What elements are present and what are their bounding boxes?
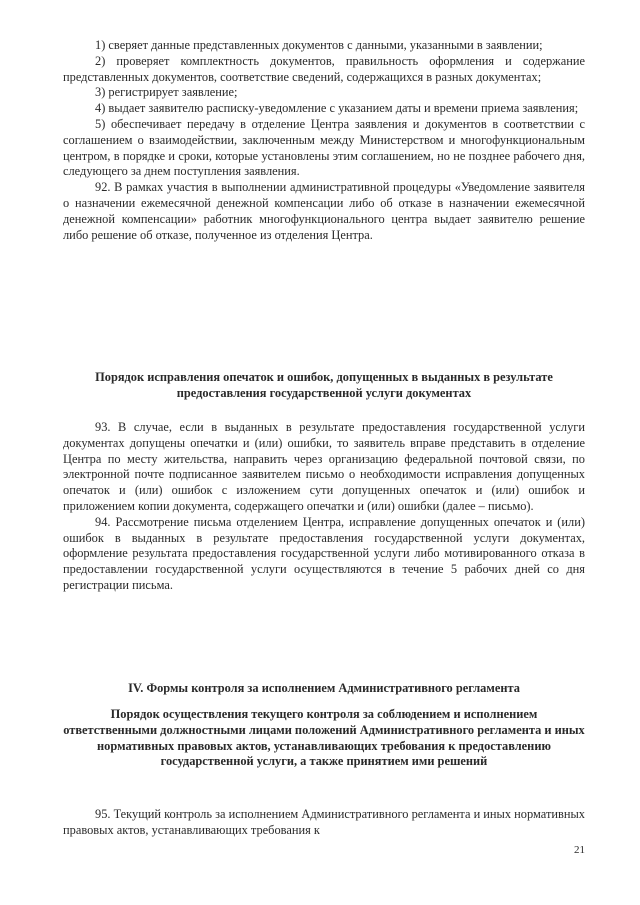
paragraph-92: 92. В рамках участия в выполнении административной процедуры «Уведомление заявителя о назначении ежемесячной денежной компенсации либо об отказе в назначении ежемесячной денежной компенсации» работник многофункционального центра выдает заявителю решение либо решение об отказе, полученное из отделения Центра. <box>63 180 585 242</box>
list-item-5: 5) обеспечивает передачу в отделение Центра заявления и документов в соответствии с соглашением о взаимодействии, заключенным между Министерством и многофункциональным центром, в порядке и сроки, которые установлены этим соглашением, но не позднее рабочего дня, следующего за днем поступления заявления. <box>63 116 585 179</box>
heading-current-control: Порядок осуществления текущего контроля за соблюдением и исполнением ответственными должностными лицами положений Административного регламента и иных нормативных правовых актов, устанавливающих требования к предоставлению государственной услуги, а также принятием ими решений <box>63 707 585 769</box>
list-item-2: 2) проверяет комплектность документов, правильность оформления и содержание представленных документов, соответствие сведений, содержащихся в разных документах; <box>63 53 585 84</box>
duty-list <box>63 38 585 243</box>
page-number: 21 <box>574 844 585 856</box>
corrections-section <box>63 420 585 594</box>
heading-corrections-wrap <box>63 370 585 402</box>
section-4-title: IV. Формы контроля за исполнением Административного регламента <box>128 681 520 695</box>
heading-corrections: Порядок исправления опечаток и ошибок, допущенных в выданных в результате предоставления государственной услуги документах <box>95 370 553 400</box>
heading-control-wrap <box>63 707 585 770</box>
paragraph-95: 95. Текущий контроль за исполнением Административного регламента и иных нормативных правовых актов, устанавливающих требования к <box>63 807 585 837</box>
paragraph-95-wrap <box>63 807 585 839</box>
list-item-4: 4) выдает заявителю расписку-уведомление с указанием даты и времени приема заявления; <box>95 101 579 116</box>
list-item-1: 1) сверяет данные представленных документов с данными, указанными в заявлении; <box>95 38 543 52</box>
list-item-3: 3) регистрирует заявление; <box>95 85 238 100</box>
section-4-wrap <box>63 681 585 697</box>
paragraph-94: 94. Рассмотрение письма отделением Центра, исправление допущенных опечаток и (или) ошибок в выданных в результате предоставления государственной услуги документах, оформление результата предоставления государственной услуги либо мотивированного отказа в предоставлении государственной услуги осуществляются в течение 5 рабочих дней со дня регистрации письма. <box>63 514 585 592</box>
paragraph-93: 93. В случае, если в выданных в результате предоставления государственной услуги документах допущены опечатки и (или) ошибки, то заявитель вправе представить в отделение Центра по месту жительства, направить через организацию федеральной почтовой связи, по электронной почте подписанное заявителем письмо о необходимости исправления допущенных опечаток и (или) ошибок с изложением сути допущенных опечаток и (или) ошибок и приложением копии документа, содержащего опечатки и (или) ошибки (далее – письмо). <box>63 420 585 513</box>
